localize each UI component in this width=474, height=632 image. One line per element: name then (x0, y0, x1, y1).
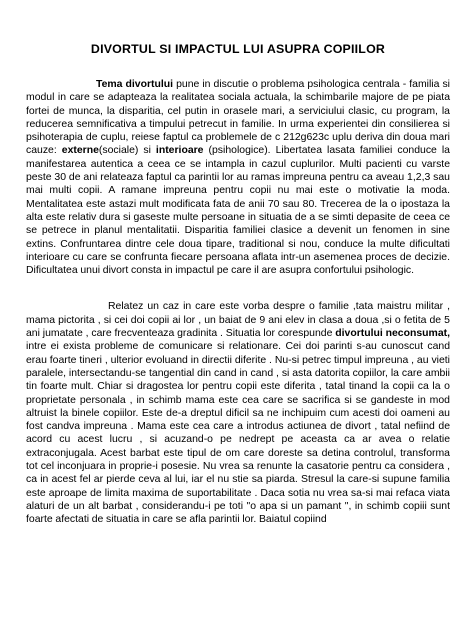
bold-term-interioare: interioare (155, 145, 204, 157)
bold-term-divort-neconsumat: divortului neconsumat, (335, 328, 450, 340)
paragraph-text: intre ei exista probleme de comunicare si relationare. Cei doi parinti s-au cunoscut cand erau foarte tineri , ulterior evoluand in directii diferite . Nu-si petrec timpul impreuna , au vieti paralele, intersectandu-se tangential din cand in cand , si asta datorita copiilor, la care ambii tin foarte mult. Chiar si dragostea lor pentru copii este diferita , tatal tinand la copii ca la o proprietate personala , in schimb mama este cea care se sacrifica si se gandeste in mod altruist la binele copiilor. Este de-a dreptul dificil sa ne inchipuim cum acesti doi oameni au fost candva impreuna . Mama este cea care a introdus actiunea de divort , tatal nefiind de acord cu acest lucru , si acuzand-o pe nedrept pe aceasta ca ar avea o relatie extraconjugala. Acest barbat este tipul de om care doreste sa detina controlul, transforma tot cel inconjuara in proprie-i posesie. Nu vrea sa renunte la casatorie pentru ca considera , ca in acest fel ar pierde ceva al lui, iar el nu stie sa piarda. Stresul la care-si supune familia este aproape de limita maxima de suportabilitate . Daca sotia nu vrea sa-si mai refaca viata alaturi de un alt barbat , considerandu-i pe toti "o apa si un pamant ", in schimb copiii sunt foarte afectati de situatia in care se afla parintii lor. Baiatul copiind (26, 341, 450, 526)
paragraph-text: Relatez un caz in care este vorba despre o familie ,tata maistru militar , mama pictorita , si cei doi copii ai lor , un baiat de 9 ani elev in clasa a doua ,si o fetita de 5 ani jumatate , care frecventeaza gradinita . Situatia lor corespunde (26, 301, 450, 340)
paragraph-case (26, 300, 450, 526)
paragraph-intro (26, 78, 450, 277)
paragraph-text: pune in discutie o problema psihologica centrala - familia si modul in care se adapteaza la realitatea sociala actuala, la schimbarile majore de pe piata fortei de munca, la disparitia, cel putin in orasele mari, a serviciului clasic, cu program, la reducerea semnificativa a timpului petrecut in familie. In urma experientei din consilierea si psihoterapia de cuplu, reiese faptul ca problemele de c 212g623c uplu deriva din doua mari cauze: (26, 79, 450, 157)
document-title: DIVORTUL SI IMPACTUL LUI ASUPRA COPIILOR (90, 42, 386, 56)
paragraph-text: (psihologice). Libertatea lasata familiei conduce la manifestarea autentica a ceea ce se intampla in cazul cuplurilor. Multi pacienti cu varste peste 30 de ani relateaza faptul ca parintii lor au ramas impreuna pentru ca aveau 1,2,3 sau mai multi copii. A ramane impreuna pentru copii nu mai este o motivatie la moda. Mentalitatea este astazi mult modificata fata de anii 70 sau 80. Trecerea de la o ipostaza la alta este relativ dura si gaseste multe persoane in situatia de a se simti depasite de ceea ce se petrece in planul mentalitatii. Disparitia familiei clasice a devenit un fenomen in sine extins. Confruntarea dintre cele doua tipare, traditional si nou, conduce la multe dificultati interioare cu care se confrunta fiecare persoana aflata intr-un asemenea proces de decizie. Dificultatea unui divort consta in impactul pe care il are asupra confortului psihologic. (26, 145, 450, 277)
bold-term-externe: externe (61, 145, 99, 157)
paragraph-text: (sociale) si (98, 145, 156, 157)
lead-term: Tema divortului (96, 79, 174, 90)
